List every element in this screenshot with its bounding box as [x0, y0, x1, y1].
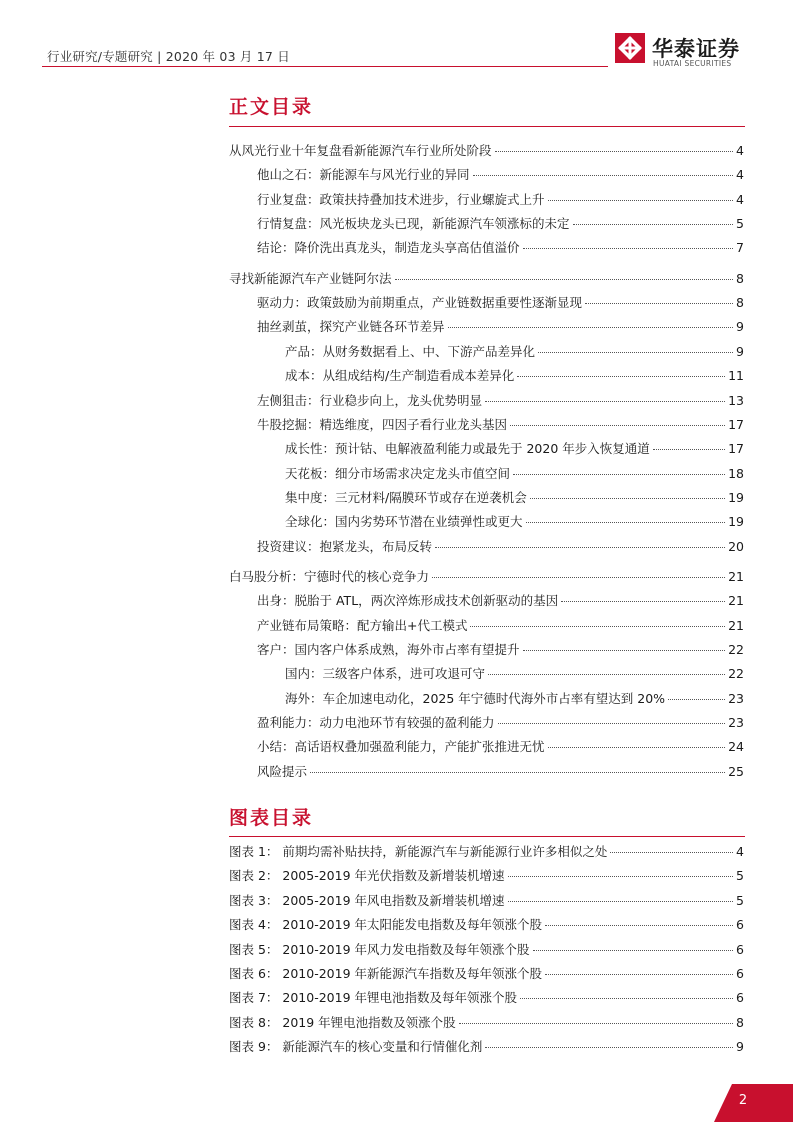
- toc-entry-page: 7: [736, 240, 744, 256]
- toc-entry[interactable]: [285, 342, 744, 362]
- toc-entry-label: 风险提示: [257, 763, 308, 779]
- toc-entry-label: 盈利能力：动力电池环节有较强的盈利能力: [257, 715, 495, 731]
- toc-entry-page: 4: [736, 191, 744, 207]
- toc-entry-page: 8: [736, 270, 744, 286]
- figure-entry-page: 8: [736, 1014, 744, 1030]
- toc-entry-page: 21: [728, 593, 744, 609]
- toc-leader-dots: [548, 747, 726, 748]
- figure-entry[interactable]: [229, 964, 744, 984]
- figure-leader-dots: [533, 950, 734, 951]
- figure-entry-label: 图表 9： 新能源汽车的核心变量和行情催化剂: [229, 1039, 483, 1055]
- toc-entry[interactable]: [257, 165, 744, 185]
- toc-entry-page: 17: [728, 441, 744, 457]
- page-number-badge: [714, 1084, 793, 1122]
- toc-title-rule: [229, 126, 745, 127]
- toc-entry[interactable]: [257, 293, 744, 313]
- figure-entry-page: 5: [736, 868, 744, 884]
- toc-leader-dots: [585, 303, 733, 304]
- toc-leader-dots: [310, 772, 725, 773]
- toc-entry-label: 寻找新能源汽车产业链阿尔法: [229, 270, 392, 286]
- toc-leader-dots: [495, 151, 734, 152]
- toc-entry[interactable]: [257, 713, 744, 733]
- figure-entry[interactable]: [229, 891, 744, 911]
- toc-leader-dots: [513, 474, 725, 475]
- toc-entry-page: 21: [728, 568, 744, 584]
- toc-entry-label: 全球化：国内劣势环节潜在业绩弹性或更大: [285, 514, 523, 530]
- brand-name: 华泰证券: [652, 37, 740, 61]
- toc-entry[interactable]: [285, 464, 744, 484]
- toc-entry-page: 4: [736, 167, 744, 183]
- figure-entry-label: 图表 1： 前期均需补贴扶持，新能源汽车与新能源行业许多相似之处: [229, 844, 608, 859]
- toc-leader-dots: [530, 498, 725, 499]
- toc-leader-dots: [517, 376, 725, 377]
- toc-leader-dots: [470, 626, 725, 627]
- toc-entry-page: 9: [736, 343, 744, 359]
- toc-entry-page: 25: [728, 763, 744, 779]
- toc-leader-dots: [435, 547, 725, 548]
- figure-entry[interactable]: [229, 915, 744, 935]
- toc-entry[interactable]: [257, 616, 744, 636]
- figure-entry-label: 图表 2： 2005-2019 年光伏指数及新增装机增速: [229, 868, 505, 884]
- toc-leader-dots: [573, 224, 734, 225]
- figure-entry-page: 9: [736, 1039, 744, 1055]
- toc-entry-label: 天花板：细分市场需求决定龙头市值空间: [285, 465, 511, 481]
- toc-entry-label: 海外：车企加速电动化，2025 年宁德时代海外市占率有望达到 20%: [285, 690, 666, 706]
- toc-entry-page: 9: [736, 319, 744, 335]
- figure-entry-label: 图表 7： 2010-2019 年锂电池指数及每年领涨个股: [229, 990, 518, 1006]
- toc-entry-label: 左侧狙击：行业稳步向上，龙头优势明显: [257, 392, 483, 408]
- toc-entry-label: 牛股挖掘：精选维度，四因子看行业龙头基因: [257, 416, 508, 432]
- toc-entry-page: 23: [728, 715, 744, 731]
- report-breadcrumb: 行业研究/专题研究 | 2020 年 03 月 17 日: [47, 49, 290, 64]
- toc-entry[interactable]: [257, 190, 744, 210]
- toc-entry-label: 抽丝剥茧，探究产业链各环节差异: [257, 319, 445, 335]
- toc-entry-label: 成长性：预计钴、电解液盈利能力或最先于 2020 年步入恢复通道: [285, 441, 650, 457]
- toc-entry-page: 8: [736, 295, 744, 311]
- toc-leader-dots: [538, 352, 733, 353]
- toc-entry-page: 19: [728, 489, 744, 505]
- toc-entry-label: 行情复盘：风光板块龙头已现，新能源汽车领涨标的未定: [257, 216, 570, 232]
- toc-entry-label: 成本：从组成结构/生产制造看成本差异化: [285, 368, 515, 384]
- toc-entry[interactable]: [285, 512, 744, 532]
- huatai-logo-icon: [615, 33, 645, 63]
- toc-entry-page: 4: [736, 143, 744, 158]
- brand-name-english: HUATAI SECURITIES: [653, 59, 732, 68]
- toc-entry-page: 20: [728, 538, 744, 554]
- toc-entry-page: 21: [728, 617, 744, 633]
- figures-title: 图表目录: [229, 807, 314, 829]
- figure-entry[interactable]: [229, 988, 744, 1008]
- figure-entry-label: 图表 3： 2005-2019 年风电指数及新增装机增速: [229, 892, 505, 908]
- figure-leader-dots: [545, 974, 733, 975]
- toc-entry-label: 结论：降价洗出真龙头，制造龙头享高估值溢价: [257, 240, 520, 256]
- figures-title-rule: [229, 836, 745, 837]
- toc-leader-dots: [395, 279, 734, 280]
- toc-leader-dots: [668, 699, 725, 700]
- header-divider: [42, 66, 608, 67]
- toc-entry-page: 11: [728, 368, 744, 384]
- figure-entry[interactable]: [229, 940, 744, 960]
- toc-leader-dots: [498, 723, 726, 724]
- toc-entry-label: 集中度：三元材料/隔膜环节或存在逆袭机会: [285, 489, 527, 505]
- toc-entry-label: 白马股分析：宁德时代的核心竞争力: [229, 568, 430, 584]
- figure-entry-page: 5: [736, 892, 744, 908]
- toc-entry-label: 行业复盘：政策扶持叠加技术进步，行业螺旋式上升: [257, 191, 545, 207]
- toc-leader-dots: [523, 248, 734, 249]
- toc-entry-page: 24: [728, 739, 744, 755]
- toc-leader-dots: [526, 522, 726, 523]
- toc-entry[interactable]: [229, 269, 744, 289]
- toc-entry[interactable]: [285, 689, 744, 709]
- figure-leader-dots: [545, 925, 733, 926]
- figure-entry[interactable]: [229, 1037, 744, 1057]
- toc-entry[interactable]: [257, 591, 744, 611]
- toc-entry-label: 国内：三级客户体系，进可攻退可守: [285, 666, 486, 682]
- toc-entry[interactable]: [229, 567, 744, 587]
- toc-entry[interactable]: [285, 664, 744, 684]
- toc-entry[interactable]: [257, 214, 744, 234]
- toc-entry[interactable]: [257, 391, 744, 411]
- toc-leader-dots: [561, 601, 725, 602]
- figure-leader-dots: [485, 1047, 733, 1048]
- toc-entry-page: 23: [728, 690, 744, 706]
- toc-leader-dots: [488, 674, 725, 675]
- toc-entry-label: 投资建议：抱紧龙头，布局反转: [257, 538, 433, 554]
- toc-entry-page: 18: [728, 465, 744, 481]
- toc-entry[interactable]: [257, 737, 744, 757]
- page-number: 2: [738, 1093, 748, 1108]
- toc-entry[interactable]: [257, 762, 744, 782]
- toc-leader-dots: [653, 449, 725, 450]
- toc-entry[interactable]: [257, 537, 744, 557]
- figure-leader-dots: [610, 852, 733, 853]
- toc-entry-page: 17: [728, 416, 744, 432]
- toc-leader-dots: [473, 175, 734, 176]
- toc-entry-page: 5: [736, 216, 744, 232]
- figure-entry-label: 图表 5： 2010-2019 年风力发电指数及每年领涨个股: [229, 941, 530, 957]
- figure-entry-label: 图表 6： 2010-2019 年新能源汽车指数及每年领涨个股: [229, 966, 543, 981]
- toc-entry-label: 小结：高话语权叠加强盈利能力，产能扩张推进无忧: [257, 739, 545, 755]
- toc-entry[interactable]: [257, 317, 744, 337]
- toc-leader-dots: [432, 577, 725, 578]
- toc-entry-label: 产品：从财务数据看上、中、下游产品差异化: [285, 343, 536, 359]
- toc-title: 正文目录: [229, 96, 314, 118]
- figure-entry[interactable]: [229, 842, 744, 862]
- figure-leader-dots: [508, 876, 734, 877]
- toc-entry[interactable]: [229, 141, 744, 161]
- figure-leader-dots: [459, 1023, 733, 1024]
- figure-entry-label: 图表 8： 2019 年锂电池指数及领涨个股: [229, 1014, 456, 1030]
- toc-entry-label: 客户：国内客户体系成熟，海外市占率有望提升: [257, 642, 520, 657]
- toc-leader-dots: [548, 200, 734, 201]
- toc-entry[interactable]: [257, 415, 744, 435]
- toc-leader-dots: [523, 650, 726, 651]
- toc-entry-label: 出身：脱胎于 ATL，两次淬炼形成技术创新驱动的基因: [257, 593, 559, 609]
- toc-leader-dots: [485, 401, 725, 402]
- toc-entry-label: 驱动力：政策鼓励为前期重点，产业链数据重要性逐渐显现: [257, 295, 583, 311]
- figure-entry-page: 6: [736, 990, 744, 1006]
- toc-entry-label: 从风光行业十年复盘看新能源汽车行业所处阶段: [229, 143, 492, 158]
- toc-leader-dots: [510, 425, 725, 426]
- figure-leader-dots: [520, 998, 733, 999]
- figure-entry-page: 4: [736, 844, 744, 859]
- figure-entry-label: 图表 4： 2010-2019 年太阳能发电指数及每年领涨个股: [229, 917, 543, 933]
- toc-entry-page: 22: [728, 642, 744, 657]
- toc-entry-page: 19: [728, 514, 744, 530]
- toc-entry[interactable]: [285, 488, 744, 508]
- figure-leader-dots: [508, 901, 734, 902]
- toc-entry[interactable]: [257, 640, 744, 660]
- toc-leader-dots: [448, 327, 734, 328]
- toc-entry-page: 13: [728, 392, 744, 408]
- toc-entry-page: 22: [728, 666, 744, 682]
- toc-entry-label: 他山之石：新能源车与风光行业的异同: [257, 167, 470, 183]
- figure-entry[interactable]: [229, 1013, 744, 1033]
- figure-entry-page: 6: [736, 966, 744, 981]
- toc-entry-label: 产业链布局策略：配方输出+代工模式: [257, 617, 468, 633]
- figure-entry-page: 6: [736, 917, 744, 933]
- toc-entry[interactable]: [285, 439, 744, 459]
- figure-entry-page: 6: [736, 941, 744, 957]
- figure-entry[interactable]: [229, 866, 744, 886]
- toc-entry[interactable]: [285, 366, 744, 386]
- toc-entry[interactable]: [257, 238, 744, 258]
